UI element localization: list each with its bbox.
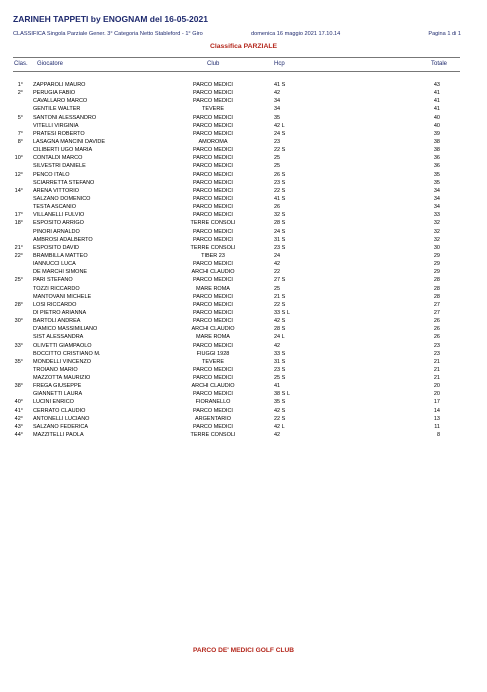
hcp-cell: 25 S	[274, 375, 286, 382]
total-cell: 34	[433, 195, 440, 202]
table-row	[13, 81, 460, 89]
club-cell: FIUGGI 1928	[196, 350, 230, 357]
club-cell: PARCO MEDICI	[193, 301, 233, 308]
club-cell: PARCO MEDICI	[193, 130, 233, 137]
hcp-cell: 21 S	[274, 293, 286, 300]
hcp-cell: 35 S	[274, 399, 286, 406]
player-name-cell: SALZANO DOMENICO	[33, 195, 91, 202]
table-row	[13, 130, 460, 138]
hcp-cell: 25	[274, 163, 281, 170]
club-cell: PARCO MEDICI	[193, 98, 233, 105]
player-name-cell: TESTA ASCANIO	[33, 204, 76, 211]
rank-cell: 41°	[14, 407, 23, 414]
rank-cell: 43°	[14, 423, 23, 430]
column-header-club: Club	[207, 61, 220, 67]
document-title: ZARINEH TAPPETI by ENOGNAM del 16-05-2021	[13, 14, 208, 24]
club-cell: PARCO MEDICI	[193, 236, 233, 243]
hcp-cell: 42 S	[274, 407, 286, 414]
player-name-cell: CAVALLARO MARCO	[33, 98, 88, 105]
table-row	[13, 122, 460, 130]
club-cell: TERRE CONSOLI	[190, 244, 236, 251]
hcp-cell: 22	[274, 269, 281, 276]
club-cell: PARCO MEDICI	[193, 293, 233, 300]
table-row	[13, 252, 460, 260]
club-cell: PARCO MEDICI	[193, 179, 233, 186]
rank-cell: 12°	[14, 171, 23, 178]
player-name-cell: SIST ALESSANDRA	[33, 334, 84, 341]
table-header	[13, 57, 460, 72]
hcp-cell: 28 S	[274, 220, 286, 227]
table-row	[13, 350, 460, 358]
hcp-cell: 28 S	[274, 326, 286, 333]
hcp-cell: 31 S	[274, 236, 286, 243]
player-name-cell: BOCCITTO CRISTIANO M.	[33, 350, 101, 357]
club-cell: PARCO MEDICI	[193, 407, 233, 414]
total-cell: 43	[433, 82, 440, 88]
hcp-cell: 25	[274, 155, 281, 162]
hcp-cell: 26	[274, 204, 281, 211]
player-name-cell: TROIANO MARIO	[33, 366, 78, 373]
player-name-cell: CERRATO CLAUDIO	[33, 407, 86, 414]
table-row	[13, 236, 460, 244]
total-cell: 8	[436, 432, 440, 439]
player-name-cell: VILLANELLI FULVIO	[33, 212, 85, 219]
rank-cell: 21°	[14, 244, 23, 251]
table-row	[13, 211, 460, 219]
rank-cell: 8°	[17, 138, 23, 145]
player-name-cell: MONDELLI VINCENZO	[33, 358, 92, 365]
classification-subtitle: CLASSIFICA Singola Parziale Gener. 3° Categoria Netto Stableford - 1° Giro	[13, 31, 203, 37]
player-name-cell: AMBROSI ADALBERTO	[33, 236, 93, 243]
hcp-cell: 33 S L	[274, 309, 290, 316]
total-cell: 23	[433, 342, 440, 349]
rank-cell: 5°	[17, 114, 23, 121]
total-cell: 36	[433, 163, 440, 170]
player-name-cell: LOSI RICCARDO	[33, 301, 77, 308]
total-cell: 34	[433, 204, 440, 211]
total-cell: 26	[433, 318, 440, 325]
player-name-cell: VITELLI VIRGINIA	[33, 122, 79, 129]
player-name-cell: FREGA GIUSEPPE	[33, 383, 82, 390]
club-cell: PARCO MEDICI	[193, 391, 233, 398]
club-cell: TERRE CONSOLI	[190, 220, 236, 227]
club-cell: PARCO MEDICI	[193, 212, 233, 219]
club-cell: ARGENTARIO	[195, 415, 231, 422]
club-cell: PARCO MEDICI	[193, 277, 233, 284]
table-row	[13, 162, 460, 170]
table-row	[13, 276, 460, 284]
total-cell: 17	[433, 399, 440, 406]
table-row	[13, 179, 460, 187]
club-cell: PARCO MEDICI	[193, 366, 233, 373]
player-name-cell: SANTONI ALESSANDRO	[33, 114, 97, 121]
total-cell: 20	[433, 391, 440, 398]
table-row	[13, 301, 460, 309]
club-cell: PARCO MEDICI	[193, 155, 233, 162]
club-cell: ARCHI CLAUDIO	[191, 383, 235, 390]
classification-title: Classifica PARZIALE	[209, 43, 278, 50]
total-cell: 13	[433, 415, 440, 422]
club-cell: PARCO MEDICI	[193, 423, 233, 430]
column-header-position: Clas.	[14, 61, 28, 67]
player-name-cell: CILIBERTI UGO MARIA	[33, 147, 93, 154]
column-header-player: Giocatore	[37, 61, 64, 67]
hcp-cell: 24 S	[274, 228, 286, 235]
total-cell: 30	[433, 244, 440, 251]
total-cell: 23	[433, 350, 440, 357]
hcp-cell: 42 S	[274, 318, 286, 325]
hcp-cell: 22 S	[274, 301, 286, 308]
hcp-cell: 42 L	[274, 122, 285, 129]
total-cell: 21	[433, 358, 440, 365]
total-cell: 39	[433, 130, 440, 137]
hcp-cell: 41 S	[274, 195, 286, 202]
hcp-cell: 35	[274, 114, 281, 121]
column-header-hcp: Hcp	[274, 61, 285, 67]
table-row	[13, 285, 460, 293]
hcp-cell: 42	[274, 261, 281, 268]
player-name-cell: MAZZOTTA MAURIZIO	[33, 375, 91, 382]
total-cell: 21	[433, 375, 440, 382]
rank-cell: 2°	[17, 90, 23, 97]
hcp-cell: 25	[274, 285, 281, 292]
player-name-cell: PARI STEFANO	[33, 277, 73, 284]
table-row	[13, 374, 460, 382]
player-name-cell: ANTONELLI LUCIANO	[33, 415, 90, 422]
club-cell: PARCO MEDICI	[193, 122, 233, 129]
total-cell: 28	[433, 293, 440, 300]
hcp-cell: 42 L	[274, 423, 285, 430]
total-cell: 41	[433, 90, 440, 97]
total-cell: 33	[433, 212, 440, 219]
player-name-cell: LUCINI ENRICO	[33, 399, 74, 406]
hcp-cell: 22 S	[274, 187, 286, 194]
player-name-cell: LASAGNA MANCINI DAVIDE	[33, 138, 106, 145]
rank-cell: 10°	[14, 155, 23, 162]
club-cell: PARCO MEDICI	[193, 114, 233, 121]
player-name-cell: DE MARCHI SIMONE	[33, 269, 88, 276]
total-cell: 32	[433, 236, 440, 243]
table-row	[13, 89, 460, 97]
club-cell: PARCO MEDICI	[193, 261, 233, 268]
rank-cell: 44°	[14, 432, 23, 439]
total-cell: 28	[433, 285, 440, 292]
total-cell: 38	[433, 138, 440, 145]
player-name-cell: DI PIETRO ARIANNA	[33, 309, 87, 316]
player-name-cell: GIANNETTI LAURA	[33, 391, 83, 398]
table-row	[13, 293, 460, 301]
total-cell: 27	[433, 309, 440, 316]
rank-cell: 22°	[14, 252, 23, 259]
total-cell: 26	[433, 326, 440, 333]
player-name-cell: PRATESI ROBERTO	[33, 130, 85, 137]
hcp-cell: 23 S	[274, 366, 286, 373]
hcp-cell: 24	[274, 252, 281, 259]
table-row	[13, 260, 460, 268]
hcp-cell: 26 S	[274, 171, 286, 178]
club-cell: TIBER 23	[201, 252, 225, 259]
player-name-cell: ESPOSITO ARRIGO	[33, 220, 84, 227]
total-cell: 11	[434, 423, 440, 430]
table-row	[13, 342, 460, 350]
table-row	[13, 105, 460, 113]
total-cell: 34	[433, 187, 440, 194]
total-cell: 32	[433, 228, 440, 235]
player-name-cell: BRAMBILLA MATTEO	[33, 252, 88, 259]
table-row	[13, 333, 460, 341]
player-name-cell: MAZZITELLI PAOLA	[33, 432, 84, 439]
player-name-cell: PERUGIA FABIO	[33, 90, 76, 97]
table-row	[13, 423, 460, 431]
rank-cell: 18°	[14, 220, 23, 227]
hcp-cell: 22 S	[274, 415, 286, 422]
club-cell: PARCO MEDICI	[193, 375, 233, 382]
club-cell: PARCO MEDICI	[193, 204, 233, 211]
total-cell: 40	[433, 114, 440, 121]
player-name-cell: MANTOVANI MICHELE	[33, 293, 92, 300]
table-row	[13, 97, 460, 105]
table-row	[13, 268, 460, 276]
hcp-cell: 24 S	[274, 130, 286, 137]
total-cell: 40	[433, 122, 440, 129]
hcp-cell: 38 S L	[274, 391, 290, 398]
player-name-cell: D'AMICO MASSIMILIANO	[33, 326, 98, 333]
club-cell: PARCO MEDICI	[193, 187, 233, 194]
table-row	[13, 146, 460, 154]
table-row	[13, 398, 460, 406]
results-table	[13, 81, 460, 439]
club-cell: PARCO MEDICI	[193, 147, 233, 154]
hcp-cell: 34	[274, 98, 281, 105]
table-row	[13, 138, 460, 146]
club-cell: TERRE CONSOLI	[190, 432, 236, 439]
player-name-cell: SILVESTRI DANIELE	[33, 163, 86, 170]
hcp-cell: 34	[274, 106, 281, 113]
hcp-cell: 31 S	[274, 358, 286, 365]
table-row	[13, 415, 460, 423]
rank-cell: 38°	[14, 383, 23, 390]
table-row	[13, 154, 460, 162]
hcp-cell: 42	[274, 342, 281, 349]
table-row	[13, 187, 460, 195]
total-cell: 36	[433, 155, 440, 162]
rank-cell: 30°	[14, 318, 23, 325]
club-cell: MARE ROMA	[196, 334, 230, 341]
page-indicator: Pagina 1 di 1	[428, 31, 461, 37]
total-cell: 32	[433, 220, 440, 227]
rank-cell: 40°	[14, 399, 23, 406]
club-cell: PARCO MEDICI	[193, 309, 233, 316]
hcp-cell: 23 S	[274, 244, 286, 251]
club-cell: ARCHI CLAUDIO	[191, 326, 235, 333]
club-cell: FIORANELLO	[195, 399, 231, 406]
hcp-cell: 32 S	[274, 212, 286, 219]
hcp-cell: 23	[274, 138, 281, 145]
hcp-cell: 23 S	[274, 179, 286, 186]
hcp-cell: 42	[274, 432, 281, 439]
club-cell: PARCO MEDICI	[193, 82, 233, 88]
player-name-cell: OLIVETTI GIAMPAOLO	[33, 342, 92, 349]
print-date: domenica 16 maggio 2021 17.10.14	[251, 31, 341, 37]
table-row	[13, 195, 460, 203]
table-row	[13, 366, 460, 374]
total-cell: 29	[433, 261, 440, 268]
hcp-cell: 41	[274, 383, 281, 390]
club-cell: PARCO MEDICI	[193, 90, 233, 97]
hcp-cell: 41 S	[274, 82, 286, 88]
table-row	[13, 114, 460, 122]
rank-cell: 42°	[14, 415, 23, 422]
player-name-cell: BARTOLI ANDREA	[33, 318, 81, 325]
hcp-cell: 33 S	[274, 350, 286, 357]
rank-cell: 25°	[14, 277, 23, 284]
table-row	[13, 171, 460, 179]
player-name-cell: CONTALDI MARCO	[33, 155, 83, 162]
club-cell: TEVERE	[201, 106, 224, 113]
total-cell: 41	[433, 98, 440, 105]
club-cell: AMOROMA	[198, 138, 228, 145]
table-row	[13, 219, 460, 227]
table-row	[13, 203, 460, 211]
total-cell: 21	[433, 366, 440, 373]
hcp-cell: 27 S	[274, 277, 286, 284]
total-cell: 38	[433, 147, 440, 154]
total-cell: 41	[433, 106, 440, 113]
club-cell: ARCHI CLAUDIO	[191, 269, 235, 276]
player-name-cell: IANNUCCI LUCA	[33, 261, 76, 268]
player-name-cell: ESPOSITO DAVID	[33, 244, 79, 251]
club-cell: PARCO MEDICI	[193, 228, 233, 235]
total-cell: 35	[433, 171, 440, 178]
club-cell: PARCO MEDICI	[193, 163, 233, 170]
total-cell: 35	[433, 179, 440, 186]
total-cell: 26	[433, 334, 440, 341]
rank-cell: 14°	[14, 187, 23, 194]
hcp-cell: 24 L	[274, 334, 285, 341]
club-cell: MARE ROMA	[196, 285, 230, 292]
hcp-cell: 42	[274, 90, 281, 97]
column-header-total: Totale	[430, 61, 447, 67]
table-row	[13, 309, 460, 317]
club-cell: PARCO MEDICI	[193, 342, 233, 349]
player-name-cell: PENCO ITALO	[33, 171, 70, 178]
footer-club-name: PARCO DE' MEDICI GOLF CLUB	[192, 647, 295, 654]
club-cell: PARCO MEDICI	[193, 318, 233, 325]
total-cell: 29	[433, 269, 440, 276]
table-row	[13, 390, 460, 398]
table-row	[13, 325, 460, 333]
total-cell: 20	[433, 383, 440, 390]
total-cell: 27	[433, 301, 440, 308]
rank-cell: 7°	[17, 130, 23, 137]
player-name-cell: ARENA VITTORIO	[33, 187, 80, 194]
total-cell: 29	[433, 252, 440, 259]
table-row	[13, 228, 460, 236]
player-name-cell: PINORI ARNALDO	[33, 228, 80, 235]
rank-cell: 17°	[14, 212, 23, 219]
table-row	[13, 317, 460, 325]
rank-cell: 1°	[17, 82, 23, 88]
club-cell: PARCO MEDICI	[193, 195, 233, 202]
table-row	[13, 358, 460, 366]
player-name-cell: SCIARRETTA STEFANO	[33, 179, 95, 186]
player-name-cell: TOZZI RICCARDO	[33, 285, 80, 292]
player-name-cell: GENTILE WALTER	[33, 106, 81, 113]
table-row	[13, 382, 460, 390]
table-row	[13, 244, 460, 252]
club-cell: PARCO MEDICI	[193, 171, 233, 178]
rank-cell: 33°	[14, 342, 23, 349]
total-cell: 28	[433, 277, 440, 284]
club-cell: TEVERE	[201, 358, 224, 365]
player-name-cell: ZAPPAROLI MAURO	[33, 82, 86, 88]
total-cell: 14	[433, 407, 440, 414]
rank-cell: 35°	[14, 358, 23, 365]
table-row	[13, 431, 460, 439]
table-row	[13, 407, 460, 415]
rank-cell: 28°	[14, 301, 23, 308]
player-name-cell: SALZANO FEDERICA	[33, 423, 89, 430]
hcp-cell: 22 S	[274, 147, 286, 154]
